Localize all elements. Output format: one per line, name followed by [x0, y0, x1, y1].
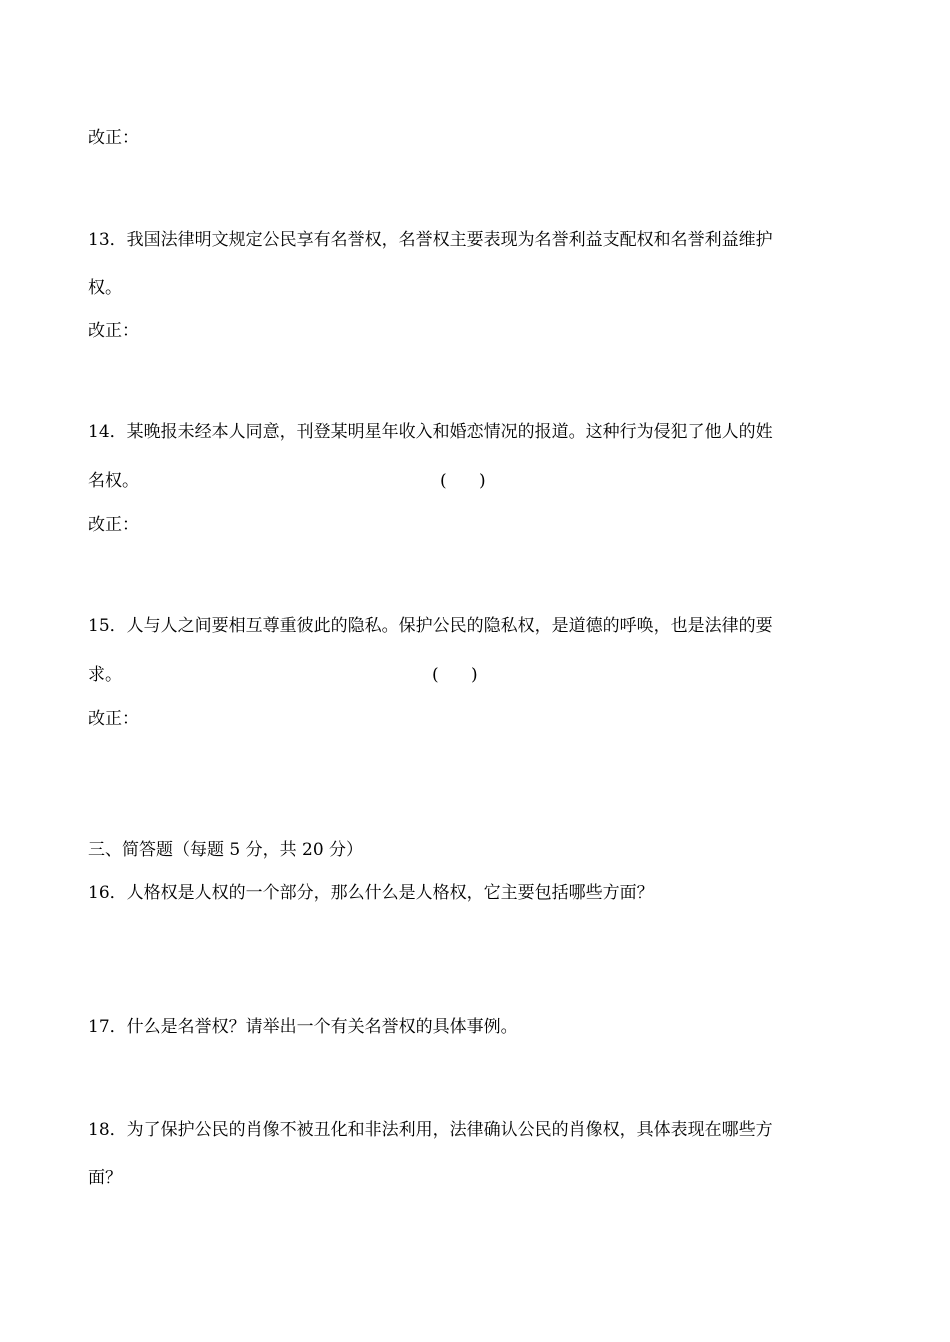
q15-correction-label: 改正：: [88, 709, 139, 729]
q15-text-line2: 求。: [88, 665, 122, 685]
q18-text-line2: 面？: [88, 1168, 122, 1188]
q13-correction-label: 改正：: [88, 321, 139, 341]
q18-text-line1: 18．为了保护公民的肖像不被丑化和非法利用，法律确认公民的肖像权，具体表现在哪些方: [88, 1120, 773, 1140]
q12-correction-label: 改正：: [88, 128, 139, 148]
q13-text-line2: 权。: [88, 278, 122, 298]
q15-answer-brackets[interactable]: ( ): [432, 665, 478, 685]
q14-text-line2: 名权。: [88, 471, 139, 491]
q17-text: 17．什么是名誉权？请举出一个有关名誉权的具体事例。: [88, 1017, 518, 1037]
q14-correction-label: 改正：: [88, 515, 139, 535]
q16-text: 16．人格权是人权的一个部分，那么什么是人格权，它主要包括哪些方面？: [88, 883, 654, 903]
q14-answer-brackets[interactable]: ( ): [440, 471, 486, 491]
q13-text-line1: 13．我国法律明文规定公民享有名誉权，名誉权主要表现为名誉利益支配权和名誉利益维护: [88, 230, 773, 250]
q14-text-line1: 14．某晚报未经本人同意，刊登某明星年收入和婚恋情况的报道。这种行为侵犯了他人的姓: [88, 422, 773, 442]
section3-heading: 三、简答题（每题 5 分，共 20 分）: [88, 840, 364, 860]
q15-text-line1: 15．人与人之间要相互尊重彼此的隐私。保护公民的隐私权，是道德的呼唤，也是法律的要: [88, 616, 773, 636]
